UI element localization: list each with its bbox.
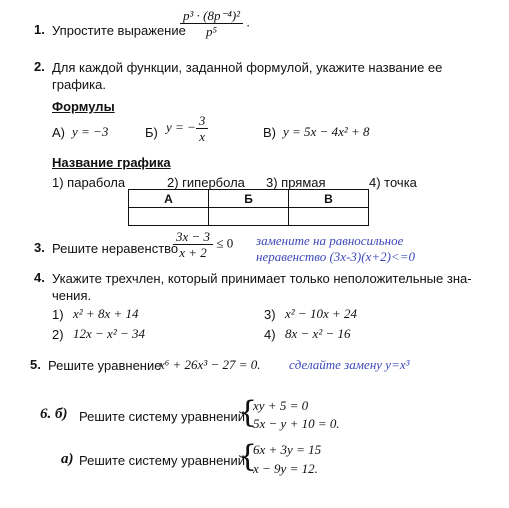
formula-b (166, 113, 208, 144)
answer-header-a: А (129, 190, 209, 208)
task6b-equation2: 5x − y + 10 = 0. (253, 416, 340, 431)
formula-v-label: В) (263, 125, 276, 140)
task1-numerator: p³ · (8p⁻⁴)² (180, 8, 243, 24)
task1-number: 1. (34, 22, 45, 37)
task4-option3: x² − 10x + 24 (285, 306, 357, 321)
task3-inequality (173, 229, 233, 260)
task6b-equation1: xy + 5 = 0 (253, 398, 309, 413)
task4-option4-label: 4) (264, 327, 276, 342)
formula-b-fraction (196, 113, 209, 144)
formula-b-denominator: x (199, 129, 205, 144)
task4-option2-label: 2) (52, 327, 64, 342)
task2-number: 2. (34, 59, 45, 74)
formula-a-label: А) (52, 125, 65, 140)
task6a-brace: { (238, 439, 258, 474)
task4-line1: Укажите трехчлен, который принимает только неположительные зна- (52, 271, 472, 286)
task3-number: 3. (34, 240, 45, 255)
graph-name-line: 3) прямая (266, 175, 326, 190)
task6a-equation1: 6x + 3y = 15 (253, 442, 322, 457)
graph-name-parabola: 1) парабола (52, 175, 126, 190)
formula-a: y = −3 (72, 124, 109, 139)
task3-text: Решите неравенство (52, 241, 179, 256)
task6a-label: а) (61, 451, 74, 467)
task3-numerator: 3x − 3 (173, 229, 213, 245)
task1-fraction (180, 8, 250, 39)
task5-note: сделайте замену y=x³ (289, 357, 410, 372)
answer-cell-b (209, 208, 289, 226)
task1-text: Упростите выражение (52, 23, 186, 38)
task5-number: 5. (30, 357, 41, 372)
answer-header-b: Б (209, 190, 289, 208)
task2-line1: Для каждой функции, заданной формулой, укажите название ее (52, 60, 443, 75)
task5-text: Решите уравнение (48, 358, 162, 373)
task4-option2: 12x − x² − 34 (73, 326, 145, 341)
formula-b-numerator: 3 (196, 113, 209, 129)
answer-cell-v (289, 208, 369, 226)
task3-note-line1: замените на равносильное (256, 233, 404, 248)
task4-option4: 8x − x² − 16 (285, 326, 351, 341)
task6a-text: Решите систему уравнений (79, 453, 245, 468)
task4-line2: чения. (52, 288, 92, 303)
task3-relation: ≤ 0 (216, 235, 234, 251)
task6a-equation2: x − 9y = 12. (253, 461, 318, 476)
graph-names-heading: Название графика (52, 155, 171, 170)
task6b-brace: { (238, 395, 258, 430)
task3-fraction (173, 229, 213, 260)
answer-header-v: В (289, 190, 369, 208)
task6b-text: Решите систему уравнений (79, 409, 245, 424)
formula-b-label: Б) (145, 125, 158, 140)
formula-v: y = 5x − 4x² + 8 (283, 124, 370, 139)
formula-b-lhs: y = − (166, 119, 196, 135)
task1-denominator: p⁵ (206, 24, 218, 39)
graph-name-point: 4) точка (369, 175, 417, 190)
task3-denominator: x + 2 (179, 245, 207, 260)
task2-line2: графика. (52, 77, 106, 92)
formulas-heading: Формулы (52, 99, 115, 114)
task4-number: 4. (34, 270, 45, 285)
task1-period: . (246, 14, 250, 30)
task4-option1-label: 1) (52, 307, 64, 322)
task6b-label: 6. б) (40, 406, 68, 422)
task5-equation: x⁶ + 26x³ − 27 = 0. (159, 357, 261, 372)
graph-name-hyperbola: 2) гипербола (167, 175, 245, 190)
answer-table (128, 189, 369, 226)
task4-option3-label: 3) (264, 307, 276, 322)
task3-note-line2: неравенство (3x-3)(x+2)<=0 (256, 249, 415, 264)
task4-option1: x² + 8x + 14 (73, 306, 139, 321)
answer-cell-a (129, 208, 209, 226)
